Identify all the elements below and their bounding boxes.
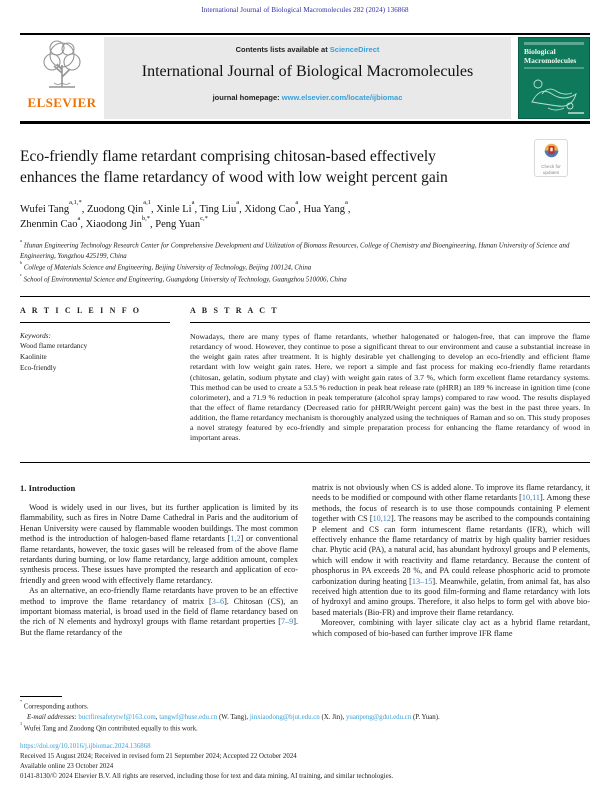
affiliation-line: $^b$ College of Materials Science and Engineering, Beijing University of Technology, Beijing 100124, China [20, 260, 312, 272]
article-title-line2: enhances the flame retardancy of wood with low weight percent gain [20, 169, 448, 187]
journal-homepage-link[interactable]: www.elsevier.com/locate/ijbiomac [281, 93, 403, 102]
author-name: Zhenmin Cao$^a$, [20, 214, 86, 231]
author-line-2 [20, 214, 565, 233]
author-line-1 [20, 201, 565, 217]
cover-molecule-drawing-icon [519, 72, 589, 116]
header-top-rule [20, 33, 590, 35]
intro-paragraph: Wood is widely used in our lives, but its further application is limited by its flammability, such as fires in Notre Dame Cathedral in Paris and the auditorium of Henan University were caused by flammable wooden buildings. The most common method is the introduction of halogen-based flame retardants [1,2] or conventional flame retardants, however, the toxic gases will be released from of the above flame retardants during burning, or low flame retardancy, large addition amount, complex synthesis process. These issues have prompted the research and application of eco-friendly and green wood with effectively flame retardancy. [20, 503, 298, 585]
abstract-column [190, 306, 590, 443]
intro-paragraph: As an alternative, an eco-friendly flame retardants have proven to be an effective method to improve the flame retardancy of matrix [3–6]. Chitosan (CS), an important biomass material, is broad used in the field of flame retardancy based on the rich of N elements and hydroxyl groups with flame retardant properties [7–9]. But the flame retardancy of the [20, 586, 298, 637]
abstract-text: Nowadays, there are many types of flame retardants, whether halogenated or halogen-free, that can improve the flame retardancy of wood. However, they continue to pose a significant threat to our environment and cause a substantial increase in the weight gain rates after treatment. It is highly desirable yet challenging to develop an eco-friendly and efficient flame retardant with low weight gain rates. Here, we report a simple and fast process for making eco-friendly flame retardants (chitosan, gelatin, sodium phytate and clay) with weight gain rates of 3.7 %, which form excellent flame retardancy systems. This method can be used to create a 53.5 % reduction in peak heat release rate (pHRR) an 189 % increase in ignition time (cone colorimeter), and a 71.9 % reduction in peak temperature (alcohol spray lamps) compared to raw wood. The results displayed that the effect of flame retardancy (Decreased ratio for pHRR/Weight percent gain) was the best in the past three years. In addition, the flame retardancy mechanism is thoroughly analyzed using the techniques of Raman and so on. This study proposes a novel strategy featured by eco-friendly and simple preparation process for enhancing the flame retardancy of wood in important areas. [190, 332, 591, 443]
body-left-column [20, 483, 298, 696]
inline-link[interactable]: buctfiresafetytwf@163.com [78, 713, 156, 721]
doi-link[interactable]: https://doi.org/10.1016/j.ijbiomac.2024.136868 [20, 743, 151, 750]
intro-paragraph: Moreover, combining with layer silicate clay act as a hybrid flame retardant, which composed of bio-based can further improve IFR flame [312, 618, 590, 638]
journal-title: International Journal of Biological Macromolecules [141, 63, 474, 80]
journal-cover-thumbnail [518, 37, 590, 119]
footnotes [20, 696, 590, 735]
equal-contribution-note: $^1$ Wufei Tang and Zuodong Qin contributed equally to this work. [20, 721, 198, 733]
email-addresses-line: E-mail addresses: buctfiresafetytwf@163.com, tangwf@huse.edu.cn (W. Tang), jinxiaodong@bjut.edu.cn (X. Jin), yuanpeng@gdut.edu.cn (P. Yuan). [27, 713, 440, 721]
author-superscript: a [77, 214, 81, 222]
copyright-line: 0141-8130/© 2024 Elsevier B.V. All rights are reserved, including those for text and data mining, AI training, and similar technologies. [20, 773, 394, 781]
corresponding-authors-note: * Corresponding authors. [20, 699, 89, 711]
author-name: Wufei Tang$^{a,1,*}$, [20, 199, 87, 215]
journal-header-box [104, 37, 511, 119]
keyword-item: Wood flame retardancy [20, 342, 88, 350]
sciencedirect-link[interactable]: ScienceDirect [329, 45, 380, 54]
inline-link[interactable]: tangwf@huse.edu.cn [159, 713, 218, 721]
author-superscript: c,* [200, 214, 208, 222]
inline-link[interactable]: 7–9 [280, 617, 294, 627]
footnote-separator [20, 696, 62, 697]
author-superscript: a [344, 199, 348, 207]
author-superscript: a [295, 199, 299, 207]
author-name: Ting Liu$^a$, [199, 199, 245, 215]
author-name: Xinle Li$^a$, [156, 199, 200, 215]
meta-section [20, 306, 590, 443]
author-name: Peng Yuan$^{c,*}$ [155, 214, 208, 231]
running-head-citation[interactable]: International Journal of Biological Macromolecules 282 (2024) 136868 [201, 6, 409, 14]
check-updates-badge[interactable] [534, 139, 568, 177]
available-online: Available online 23 October 2024 [20, 763, 114, 771]
journal-header [20, 37, 590, 119]
received-dates: Received 15 August 2024; Received in revised form 21 September 2024; Accepted 22 October 2024 [20, 753, 297, 761]
keyword-item: Kaolinite [20, 352, 47, 361]
header-bottom-rule [20, 121, 590, 124]
author-list [20, 201, 565, 232]
author-name: Xiaodong Jin$^{b,*}$, [85, 214, 156, 231]
elsevier-tree-icon [34, 37, 90, 95]
affiliations [20, 240, 592, 285]
article-info-rule [20, 322, 170, 323]
article-title [20, 146, 525, 189]
author-superscript: a [191, 199, 195, 207]
contents-line [104, 45, 511, 54]
cover-subtitle-bar [524, 67, 584, 69]
author-name: Hua Yang$^a$, [303, 199, 351, 215]
inline-link[interactable]: yuanpeng@gdut.edu.cn [345, 713, 412, 721]
cover-title: Biological Macromolecules [524, 47, 577, 65]
article-info-column [20, 306, 170, 443]
intro-paragraph: matrix is not obviously when CS is added alone. To improve its flame retardancy, it needs to be modified or compound with other flame retardants [10,11]. Among these methods, the focus of research is to use those compounds containing P element together with CS [10,12]. The reasons may be ascribed to the compounds containing P element and CS can form intumescent flame retardants (IFR), which will effectively enhance the flame retardancy of matrix by high quality barrier residues char. Phytic acid (PA), a natural acid, has abundant hydroxyl groups and P elements, which will endow it with reactivity and flame retardancy. Because the content of phosphorus in PA exceeds 28 %, and PA could release phosphoric acid to promote carbonization during heating [13–15]. Meanwhile, gelatin, from animal fat, has also received high attention due to its good film-forming and flame retardancy with lots of hydroxyl and amino groups. Therefore, it also helps to form gel with above bio-based materials (Bio-FR) and improve their flame retardancy. [312, 483, 590, 617]
check-updates-label: Check for updates [541, 164, 561, 175]
cover-bottom-text-bar [568, 112, 584, 114]
inline-link[interactable]: 3–6 [211, 596, 225, 606]
inline-link[interactable]: jinxiaodong@bjut.edu.cn [249, 713, 320, 721]
inline-link[interactable]: 10,12 [372, 514, 391, 524]
inline-link[interactable]: 13–15 [411, 576, 433, 586]
article-info-heading: A R T I C L E I N F O [20, 306, 142, 315]
affiliation-line: $^c$ School of Environmental Science and Engineering, Guangdong University of Technology, Guangzhou 510006, China [20, 271, 347, 283]
abstract-heading: A B S T R A C T [190, 306, 279, 315]
author-superscript: b,* [141, 214, 151, 222]
affiliation-line: $^a$ Hunan Engineering Technology Research Center for Comprehensive Development and Utilization of Biomass Resources, College of Chemistry and Bioengineering, Hunan University of Science and Engineering, Yongzhou 425199, China [20, 238, 570, 260]
author-name: Xidong Cao$^a$, [244, 199, 304, 215]
section-heading-introduction: 1. Introduction [20, 483, 76, 493]
crossmark-icon [544, 143, 559, 163]
author-name: Zuodong Qin$^{a,1}$, [86, 199, 157, 215]
author-superscript: a [236, 199, 240, 207]
homepage-prefix: journal homepage: [212, 93, 282, 102]
keywords-label: Keywords: [20, 332, 51, 340]
body-right-column [312, 483, 590, 696]
contents-prefix: Contents lists available at [235, 45, 330, 54]
article-title-line1: Eco-friendly flame retardant comprising chitosan-based effectively [20, 148, 436, 165]
abstract-rule [190, 322, 590, 323]
affiliations-divider [20, 296, 590, 297]
cover-top-text-bar [524, 42, 584, 45]
keyword-item: Eco-friendly [20, 363, 57, 372]
elsevier-wordmark: ELSEVIER [27, 95, 97, 110]
homepage-line [104, 93, 511, 102]
article-footer [20, 742, 590, 782]
author-superscript: a,1 [143, 199, 152, 207]
body-text [20, 483, 590, 696]
elsevier-logo[interactable] [20, 37, 104, 119]
inline-link[interactable]: 10,11 [521, 493, 541, 503]
author-superscript: a,1,* [69, 199, 82, 207]
inline-link[interactable]: 1,2 [230, 534, 241, 544]
abstract-divider [20, 462, 590, 463]
